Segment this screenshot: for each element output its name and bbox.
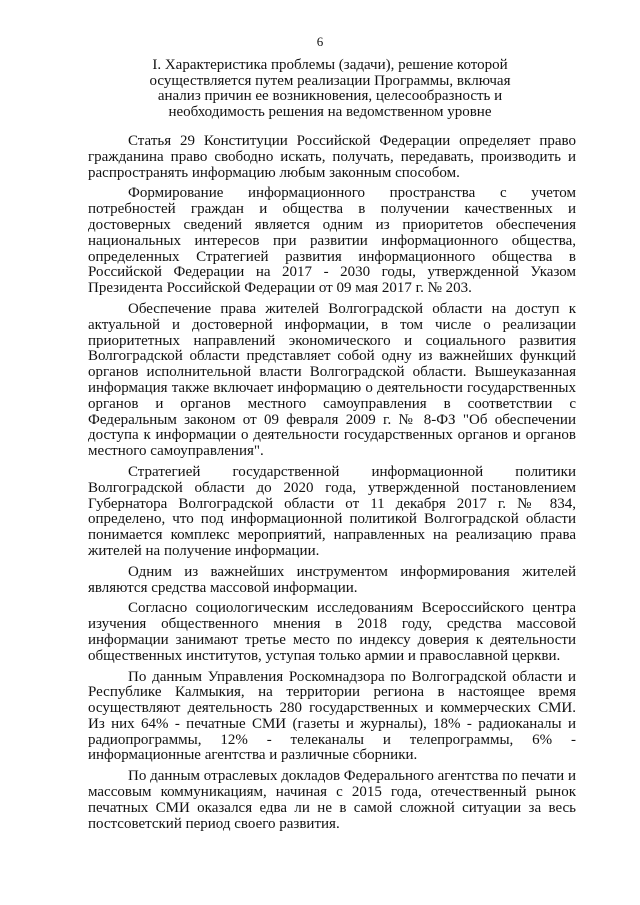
paragraph-mass-media: Одним из важнейших инструментом информирования жителей являются средства массовой информации. xyxy=(88,563,576,596)
paragraph-strategy: Стратегией государственной информационной политики Волгоградской области до 2020 года, утвержденной постановлением Губернатора Волгоградской области от 11 декабря 2017 г. № 834, определено, что под информационной политикой Волгоградской области понимается комплекс мероприятий, направленных на реализацию права жителей на получение информации. xyxy=(88,463,576,559)
paragraph-print-market: По данным отраслевых докладов Федерального агентства по печати и массовым коммуникациям, начиная с 2015 года, отечественный рынок печатных СМИ оказался едва ли не в самой сложной ситуации за весь постсоветский период своего развития. xyxy=(88,768,576,832)
paragraph-roskomnadzor: По данным Управления Роскомнадзора по Волгоградской области и Республике Калмыкия, на территории региона в настоящее время осуществляют деятельность 280 государственных и коммерческих СМИ. Из них 64% - печатные СМИ (газеты и журналы), 18% - радиоканалы и радиопрограммы, 12% - телеканалы и телепрограммы, 6% - информационные агентства и различные сборники. xyxy=(88,668,576,764)
paragraph-constitution: Статья 29 Конституции Российской Федерации определяет право гражданина право свободно искать, получать, передавать, производить и распространять информацию любым законным способом. xyxy=(88,133,576,181)
page-number: 6 xyxy=(316,34,324,49)
paragraph-sociology: Согласно социологическим исследованиям Всероссийского центра изучения общественного мнения в 2018 году, средства массовой информации занимают третье место по индексу доверия к деятельности общественных институтов, уступая только армии и православной церкви. xyxy=(88,600,576,664)
body-text xyxy=(88,134,576,837)
paragraph-information-space: Формирование информационного пространства с учетом потребностей граждан и общества в получении качественных и достоверных сведений является одним из приоритетов обеспечения национальных интересов при развитии информационного общества, определенных Стратегией развития информационного общества в Российской Федерации на 2017 - 2030 годы, утвержденной Указом Президента Российской Федерации от 09 мая 2017 г. № 203. xyxy=(88,185,576,297)
paragraph-access-rights: Обеспечение права жителей Волгоградской области на доступ к актуальной и достоверной информации, в том числе о реализации приоритетных направлений экономического и социального развития Волгоградской области представляет собой одну из важнейших функций органов исполнительной власти Волгоградской области. Вышеуказанная информация также включает информацию о деятельности государственных органов и органов местного самоуправления в соответствии с Федеральным законом от 09 февраля 2009 г. № 8-ФЗ "Об обеспечении доступа к информации о деятельности государственных органов и органов местного самоуправления". xyxy=(88,300,576,460)
section-heading: I. Характеристика проблемы (задачи), решение которой осуществляется путем реализации Программы, включая анализ причин ее возникновения, целесообразность и необходимость решения на ведомственном уровне xyxy=(149,57,511,120)
